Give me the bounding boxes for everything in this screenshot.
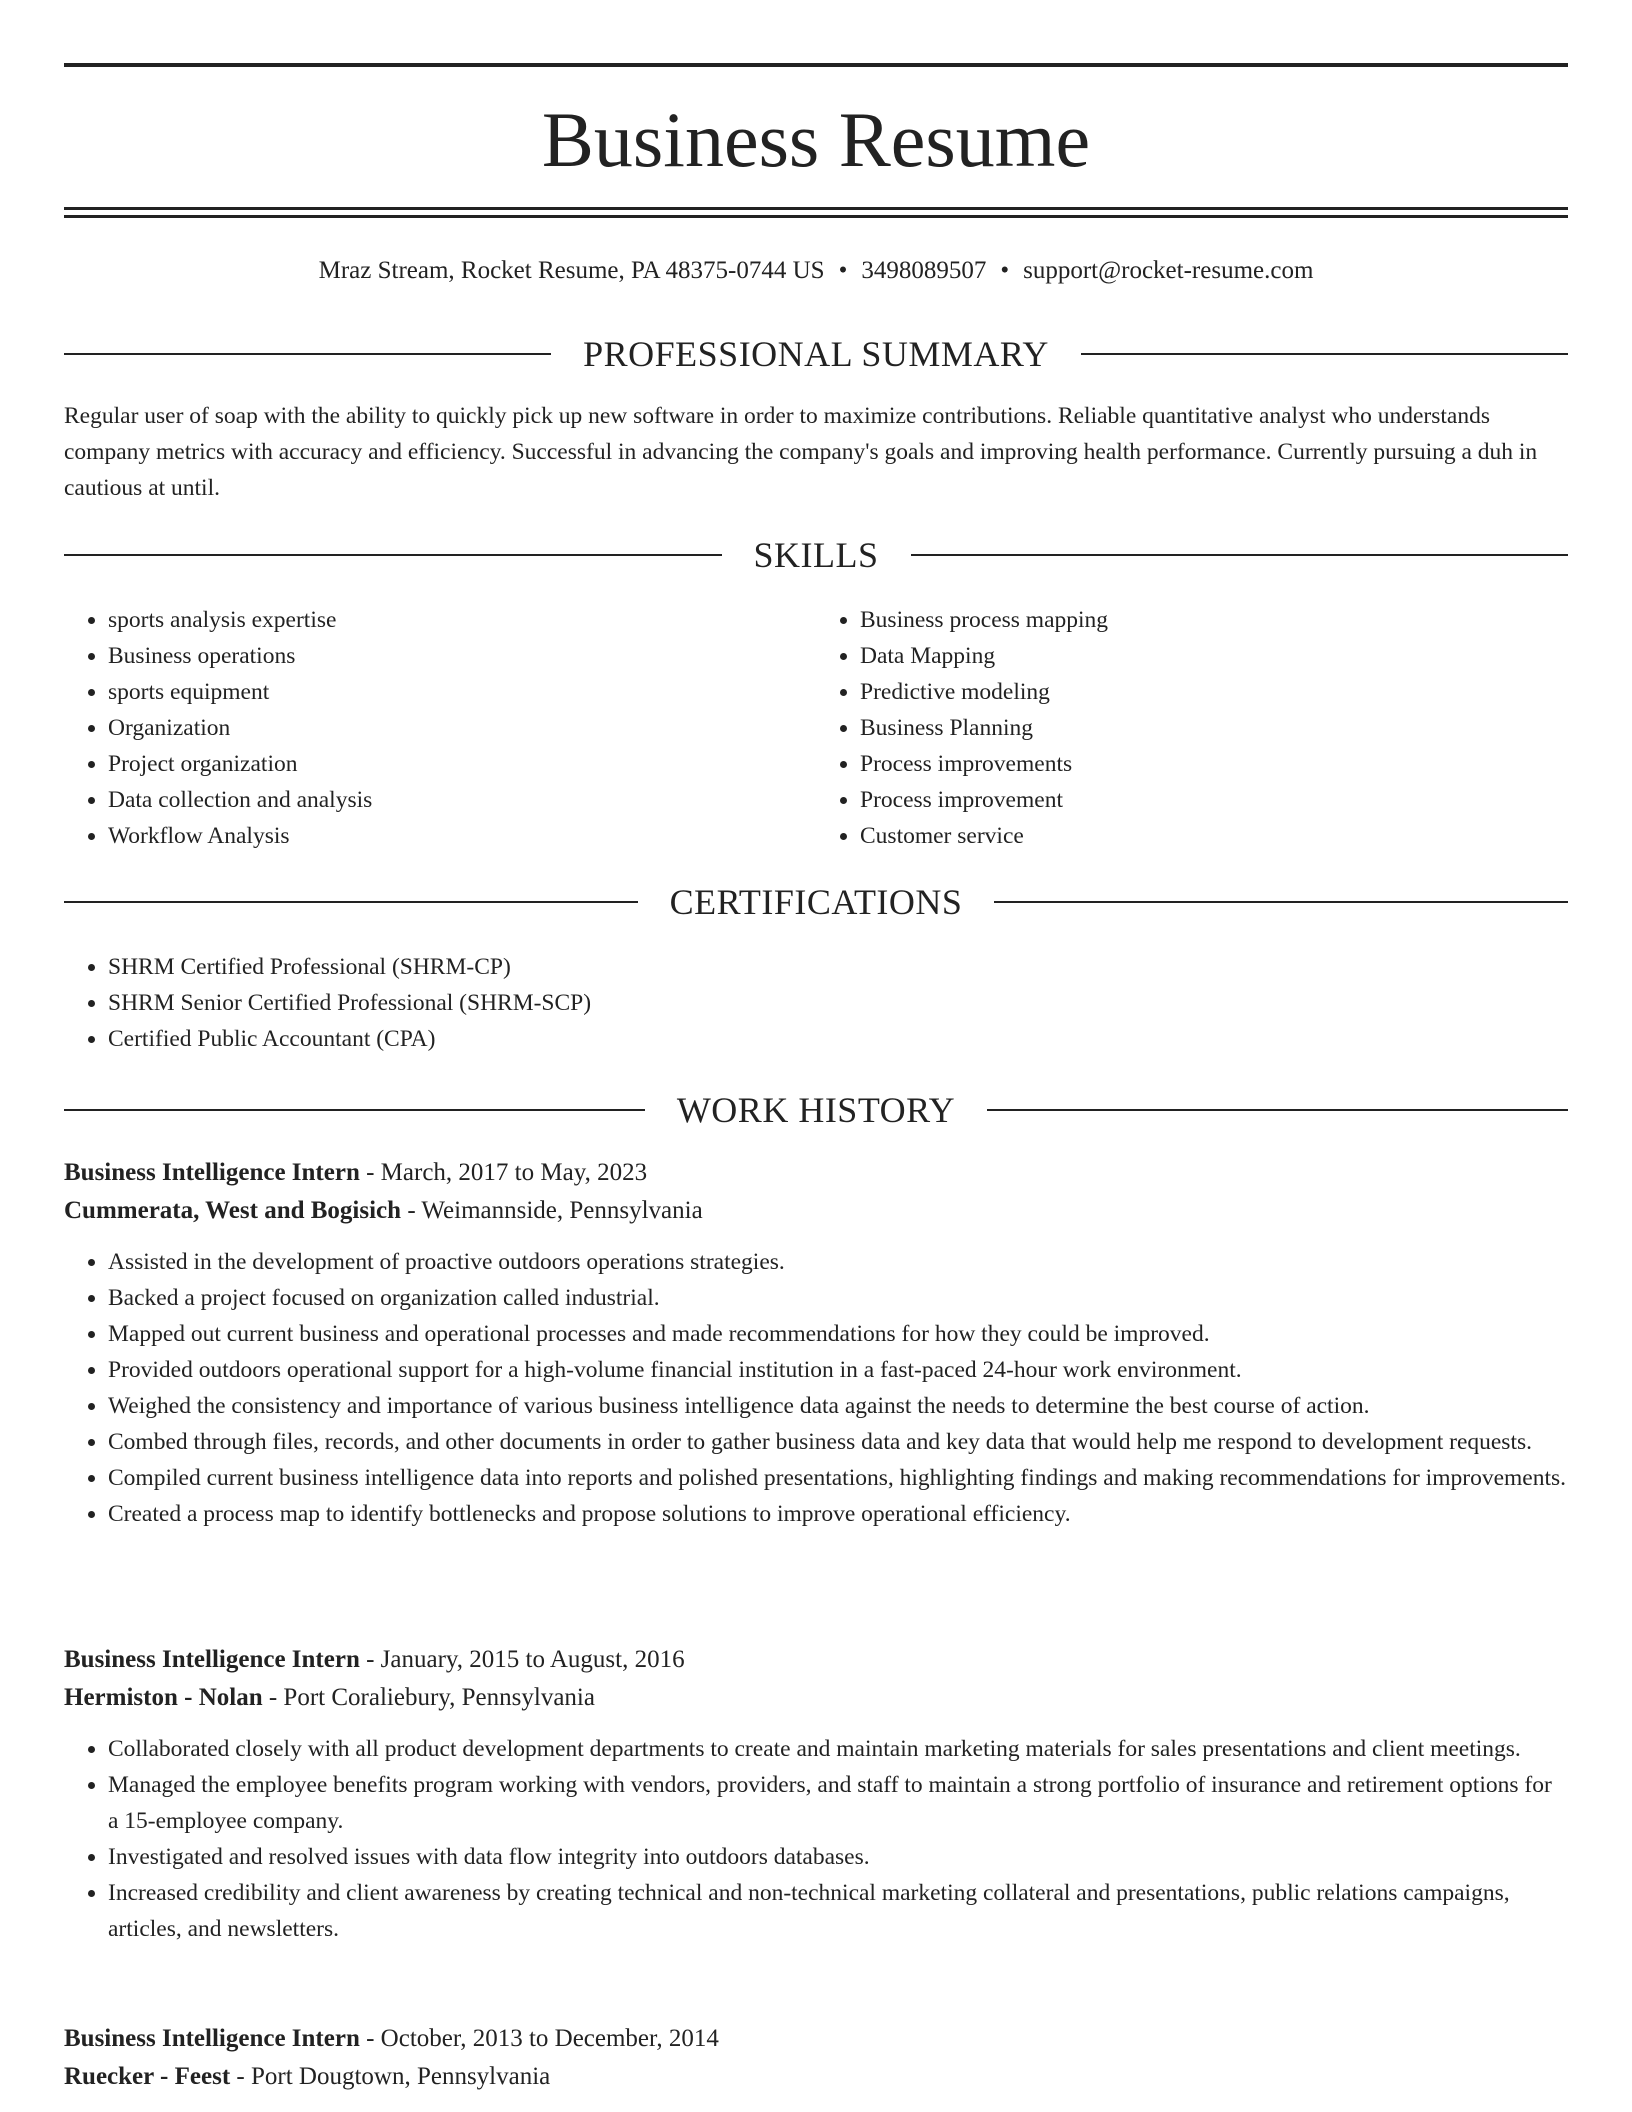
job-bullet: • Provided outdoors operational support for a high-volume financial institution in a fast-paced 24-hour work environment. (108, 1352, 1568, 1388)
skill-item: • Process improvements (860, 746, 1568, 782)
job-bullet: • Assisted in the development of proactive outdoors operations strategies. (108, 1244, 1568, 1280)
contact-phone: 3498089507 (861, 257, 987, 284)
skill-item: • Workflow Analysis (108, 818, 816, 854)
job-location: - Port Dougtown, Pennsylvania (230, 2063, 551, 2090)
skills-list (64, 602, 1568, 854)
skill-item: • Data collection and analysis (108, 782, 816, 818)
heading-rule (64, 554, 722, 556)
certification-item: • SHRM Certified Professional (SHRM-CP) (108, 949, 1568, 985)
resume-title: Business Resume (541, 96, 1091, 183)
skill-item: • Data Mapping (860, 638, 1568, 674)
certifications-heading: CERTIFICATIONS (669, 882, 963, 922)
job-title-line (64, 1641, 1568, 1679)
contact-line (64, 254, 1568, 288)
job-entry (64, 2020, 1568, 2096)
job-title: Business Intelligence Intern (64, 2025, 360, 2052)
job-company-line (64, 2058, 1568, 2096)
job-location: - Port Coraliebury, Pennsylvania (262, 1684, 595, 1711)
summary-text: Regular user of soap with the ability to quickly pick up new software in order to maximize contributions. Reliable quantitative analyst who understands company metrics with accuracy and efficiency. Successful in advancing the company's goals and improving health performance. Currently pursuing a duh in cautious at until. (64, 403, 1538, 501)
summary-heading: PROFESSIONAL SUMMARY (583, 334, 1049, 374)
job-bullet: • Combed through files, records, and other documents in order to gather business data and key data that would help me respond to development requests. (108, 1424, 1568, 1460)
job-bullet: • Collaborated closely with all product development departments to create and maintain marketing materials for sales presentations and client meetings. (108, 1731, 1568, 1767)
job-bullet: • Increased credibility and client awareness by creating technical and non-technical marketing collateral and presentations, public relations campaigns, articles, and newsletters. (108, 1875, 1568, 1947)
job-bullets (64, 1244, 1568, 1532)
job-bullet: • Mapped out current business and operational processes and made recommendations for how they could be improved. (108, 1316, 1568, 1352)
skill-item: • sports equipment (108, 674, 816, 710)
heading-rule (64, 353, 551, 355)
job-title: Business Intelligence Intern (64, 1646, 360, 1673)
contact-separator: • (1000, 257, 1010, 284)
job-company: Cummerata, West and Bogisich (64, 1197, 402, 1224)
job-bullet: • Investigated and resolved issues with data flow integrity into outdoors databases. (108, 1839, 1568, 1875)
skill-item: • Business operations (108, 638, 816, 674)
skills-column-left (64, 602, 816, 854)
job-company-line (64, 1192, 1568, 1230)
job-dates: - March, 2017 to May, 2023 (359, 1159, 648, 1186)
contact-address: Mraz Stream, Rocket Resume, PA 48375-0744 US (318, 257, 825, 284)
job-company-line (64, 1679, 1568, 1717)
job-dates: - January, 2015 to August, 2016 (359, 1646, 685, 1673)
heading-rule (987, 1109, 1568, 1111)
heading-rule (1081, 353, 1568, 355)
certification-item: • SHRM Senior Certified Professional (SHRM-SCP) (108, 985, 1568, 1021)
skill-item: • Organization (108, 710, 816, 746)
skills-heading: SKILLS (753, 535, 879, 575)
skill-item: • Business process mapping (860, 602, 1568, 638)
job-location: - Weimannside, Pennsylvania (401, 1197, 703, 1224)
job-company: Ruecker - Feest (64, 2063, 231, 2090)
title-double-rule (64, 207, 1568, 218)
job-bullet: • Managed the employee benefits program working with vendors, providers, and staff to maintain a strong portfolio of insurance and retirement options for a 15-employee company. (108, 1767, 1568, 1839)
job-entry (64, 1641, 1568, 1947)
skill-item: • Project organization (108, 746, 816, 782)
top-rule (64, 63, 1568, 67)
job-bullet: • Weighed the consistency and importance of various business intelligence data against the needs to determine the best course of action. (108, 1388, 1568, 1424)
skills-heading-row (64, 533, 1568, 577)
heading-rule (64, 901, 638, 903)
job-entry (64, 1154, 1568, 1532)
contact-email: support@rocket-resume.com (1023, 257, 1314, 284)
certifications-heading-row (64, 880, 1568, 924)
summary-heading-row (64, 332, 1568, 376)
certifications-list (64, 949, 1568, 1057)
job-bullets (64, 1731, 1568, 1947)
skill-item: • Business Planning (860, 710, 1568, 746)
heading-rule (911, 554, 1569, 556)
job-bullet: • Backed a project focused on organization called industrial. (108, 1280, 1568, 1316)
job-title-line (64, 1154, 1568, 1192)
job-company: Hermiston - Nolan (64, 1684, 263, 1711)
skills-column-right (816, 602, 1568, 854)
heading-rule (994, 901, 1568, 903)
skill-item: • Process improvement (860, 782, 1568, 818)
job-title-line (64, 2020, 1568, 2058)
skill-item: • Customer service (860, 818, 1568, 854)
skill-item: • sports analysis expertise (108, 602, 816, 638)
job-title: Business Intelligence Intern (64, 1159, 360, 1186)
work-history-heading: WORK HISTORY (676, 1090, 956, 1130)
skill-item: • Predictive modeling (860, 674, 1568, 710)
work-history-heading-row (64, 1088, 1568, 1132)
certification-item: • Certified Public Accountant (CPA) (108, 1021, 1568, 1057)
job-bullet: • Compiled current business intelligence data into reports and polished presentations, highlighting findings and making recommendations for improvements. (108, 1460, 1568, 1496)
heading-rule (64, 1109, 645, 1111)
job-bullet: • Created a process map to identify bottlenecks and propose solutions to improve operational efficiency. (108, 1496, 1568, 1532)
contact-separator: • (838, 257, 848, 284)
job-dates: - October, 2013 to December, 2014 (359, 2025, 719, 2052)
